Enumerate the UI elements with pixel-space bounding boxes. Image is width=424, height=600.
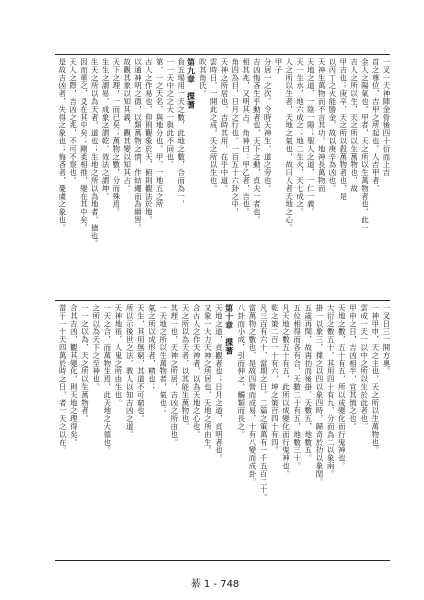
text-column: 天地之數，五十有五，所以成變化而行鬼神也。 <box>337 304 347 470</box>
text-column: 乾之策二百一十有六，坤之策百四十有四。 <box>270 304 280 455</box>
text-column: 第十章 揲蓍 <box>224 304 235 355</box>
top-border-rule <box>55 54 390 55</box>
text-column: 天神生萬物而不言其功，地神長萬物而 <box>317 58 327 193</box>
text-column: 因而重之，爻在其中矣；剛柔相推，變在其中矣。 <box>79 58 89 232</box>
text-column: 是故吉凶者，失得之象也；悔吝者，憂虞之象也。 <box>57 58 67 232</box>
text-column: 故觀其象以知其義，觀其變以知其占。 <box>122 58 132 193</box>
text-column: 人之所以生者，天地之氣也，故曰人者天地之心。 <box>284 58 294 232</box>
text-column: 一神甲申，天之主也，天之所以生萬物也。 <box>370 304 380 455</box>
text-column: 以通神明之德，以類萬物之情，作結繩而為網罟。 <box>133 58 143 232</box>
text-column: 甲子 <box>273 58 283 74</box>
text-column: 合古人之作天神者，以為天地之心也。 <box>192 304 202 439</box>
bottom-text-panel <box>55 304 390 552</box>
text-column: 當于一十天四萬於時之日，者一天之以在。 <box>58 304 68 455</box>
text-column: 吹其角氏。 <box>198 58 208 98</box>
text-column: 天生，其用無窮，其道不可窮也。 <box>136 304 146 423</box>
text-column: 天神地祇，人鬼之所由生也。 <box>114 304 123 407</box>
text-column: 又象一大力天神之所居也，天地之所由生。 <box>203 304 213 455</box>
text-column: 一叉一天神陣金骨後四十衍而上吉 <box>382 58 391 177</box>
text-column: 雲時日，一開此之成，天之所以生也。 <box>209 58 219 193</box>
top-text-panel <box>55 58 390 290</box>
text-column: 天下之理，一而已矣；萬物之數，分而殊焉。 <box>111 58 121 216</box>
text-column: 生天之所以為天者，道也；生地之所以為地者，德也。 <box>90 58 100 248</box>
text-column: 天一生水，地六成之；地二生火，天七成之。 <box>295 58 305 216</box>
text-column: 金人之陽氣也。甲者，天之所以生萬物者也，此一 <box>360 58 370 232</box>
text-column: 角四為目，日月之行也。一百五十六卦之中， <box>230 58 240 216</box>
footer-rule <box>55 560 390 561</box>
text-column: 一一天中之之大一與此不同也。 <box>165 58 175 169</box>
text-column: 合其吉凶，觀其變化，則天地之理得矣。 <box>69 304 79 447</box>
text-column: 五歲再閏，故再扐而後掛。天數五，地數五。 <box>303 304 313 462</box>
text-column: 五位相得而各有合，天數二十有五，地數三十。 <box>292 304 302 470</box>
text-column: 氣之所以成形者，精也； <box>147 304 157 391</box>
text-column: 甲吉也；庚辛，天之所以殺萬物者也，是 <box>338 58 348 201</box>
text-column: 八卦而小成，引而伸之，觸類而長之。 <box>236 304 246 439</box>
text-column: 首之尊位，吉甲之所起也。人吉甲者， <box>371 58 381 193</box>
text-column: 第，一之天名，與地分也。甲，一地五之所 <box>155 58 165 209</box>
text-column: 天人之際，吉凶之兆，不可不察也。 <box>68 58 78 185</box>
text-column: 甲申之日，吉凶相半，宜其慎之也。 <box>348 304 358 431</box>
text-column: 之所以為天下之至神也。 <box>91 304 101 391</box>
text-column: 天之所以為天者，以其能生萬物也。 <box>181 304 190 431</box>
text-column: 天神之所居也，吉時其用，在乎中道。 <box>219 58 229 193</box>
text-column: 負五場用一天之數，此地之數，合而為一， <box>176 58 186 209</box>
text-column: 雲成一天一以中之所以生於此者也。 <box>359 304 369 431</box>
text-column: 大衍之數五十，其用四十有九，分而為二以象兩。 <box>326 304 336 478</box>
text-column: 分居一之次。令時天神生，道之旁也。 <box>263 58 273 193</box>
text-column: 吉人之所以生，天之所以生萬物也，故 <box>349 58 359 193</box>
text-column: 天地之道，一陰一陽；聖人之道，一仁一義。 <box>306 58 316 216</box>
text-column: 第九章 揲蓍 <box>186 58 197 109</box>
text-column: 掛一以象三，揲之以四以象四時，歸奇於扐以象閏。 <box>315 304 324 486</box>
text-column: 吉凶悔吝生乎動者也，天下之動，貞夫一者也。 <box>252 58 262 224</box>
text-column: 生生之謂易，成象之謂乾，效法之謂坤。 <box>101 58 111 201</box>
text-column: 一一之以為，天之所以生萬物者。 <box>80 304 90 423</box>
text-column: 相其兆，又明其占。角神曰：甲乙者，吉也。 <box>241 58 251 216</box>
text-column: 以丙丁之火能勝金，故以庚辛為凶也。 <box>327 58 337 193</box>
text-column: 凡三百有六十，當期之日。二篇之策萬有一千五百二十。 <box>259 304 269 502</box>
text-column: 凡天地之數五十有五，此所以成變化而行鬼神也。 <box>281 304 291 478</box>
text-column: 一天之合，而萬物生焉，此天地之大德也。 <box>102 304 112 455</box>
bottom-border-rule <box>55 300 390 301</box>
text-column: 古人之作易也，仰則觀象於天，俯則觀法於地。 <box>144 58 154 224</box>
text-column: 一天地之所以生萬物者，氣也； <box>158 304 168 415</box>
text-column: 其理一也，天神之所居，吉凶之所由也。 <box>169 304 179 447</box>
text-column: 一叉日三一開方奧。 <box>382 304 391 376</box>
text-column: 所以示後世之法，教人以知吉凶之道。 <box>125 304 135 439</box>
text-column: 當萬物之數也，是故四營而成易，十有八變而成卦。 <box>248 304 257 486</box>
page-number: 綦 1 - 748 <box>190 579 240 590</box>
text-column: 天地之道，貞觀者也；日月之道，貞明者也。 <box>214 304 224 462</box>
